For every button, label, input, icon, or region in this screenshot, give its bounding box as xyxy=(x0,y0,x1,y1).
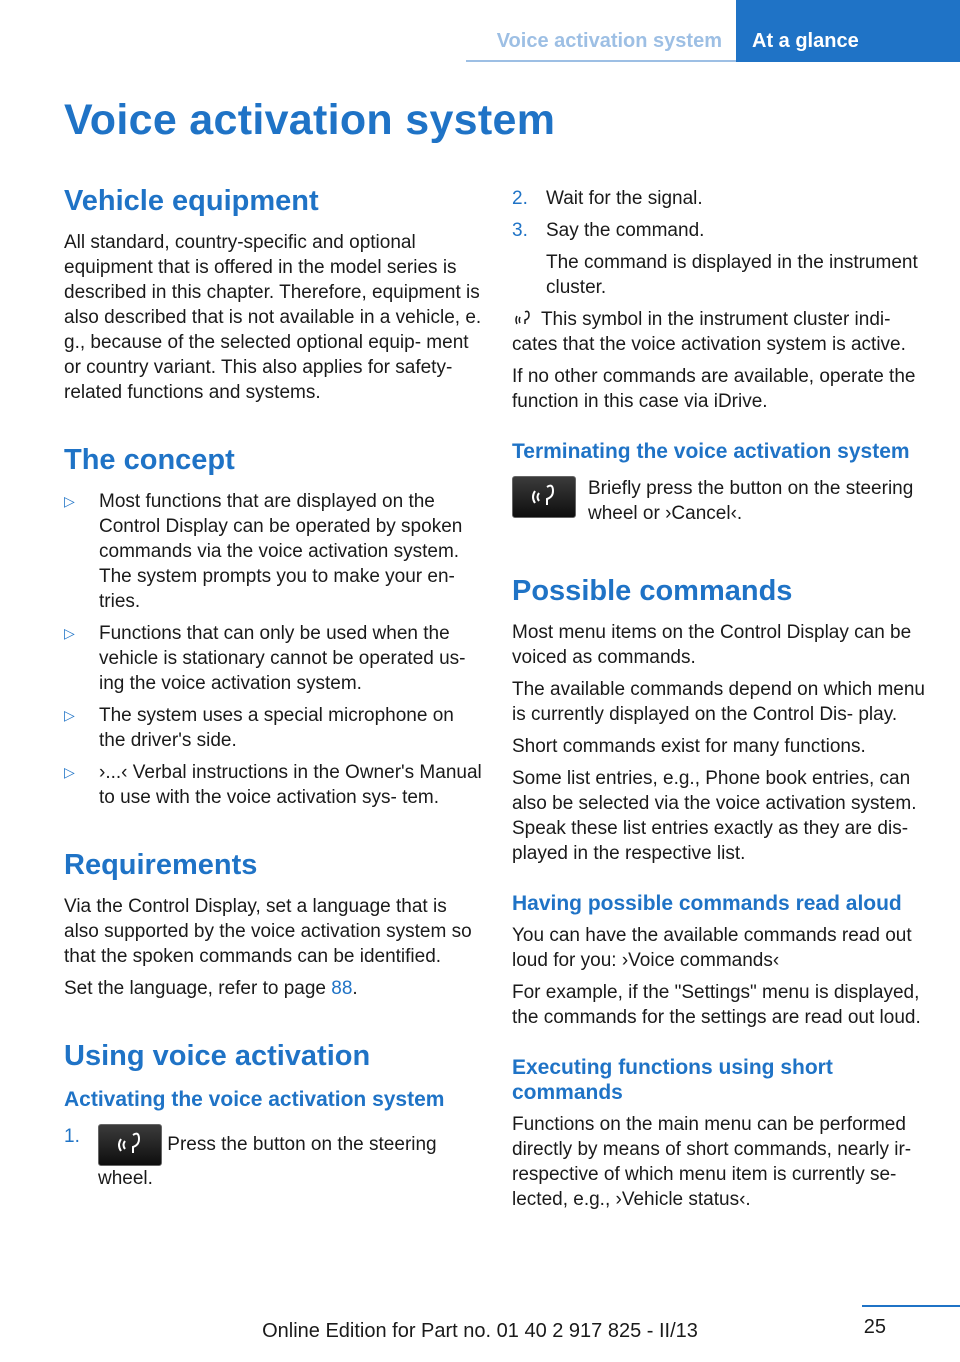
possible-commands-text-1: Most menu items on the Control Display can be voiced as commands. xyxy=(512,622,912,668)
voice-button-icon xyxy=(512,476,576,518)
requirements-text: Via the Control Display, set a language that is also supported by the voice activation system so that the spoken commands can be identified. xyxy=(64,896,472,967)
step-2-number: 2. xyxy=(512,188,528,209)
reference-prefix: Set the language, refer to page xyxy=(64,978,332,999)
header-chapter-title: At a glance xyxy=(752,30,859,52)
heading-possible-commands: Possible commands xyxy=(512,575,793,607)
right-column xyxy=(512,186,936,1212)
concept-list xyxy=(64,489,484,810)
symbol-text: This symbol in the instrument cluster indi- cates that the voice activation system is active. xyxy=(512,309,906,355)
heading-activating: Activating the voice activation system xyxy=(64,1088,445,1111)
heading-short-commands: Executing functions using short commands xyxy=(512,1056,833,1104)
page-88-link[interactable]: 88 xyxy=(331,978,353,999)
concept-item: ▷ The system uses a special microphone on the driver's side. xyxy=(64,703,484,753)
requirements-reference xyxy=(64,976,484,1001)
read-aloud-text-2: For example, if the "Settings" menu is displayed, the commands for the settings are read out loud. xyxy=(512,982,921,1028)
concept-item: ▷ Most functions that are displayed on the Control Display can be operated by spoken commands via the voice activation system. The system prompts you to make your en- tries. xyxy=(64,489,484,614)
activation-steps-continued xyxy=(512,186,936,300)
footer-rule xyxy=(862,1305,960,1307)
step-3-number: 3. xyxy=(512,220,528,241)
step-2 xyxy=(512,186,936,211)
page-header xyxy=(466,0,960,62)
step-2-text: Wait for the signal. xyxy=(546,188,703,209)
possible-commands-text-3: Short commands exist for many functions. xyxy=(512,736,866,757)
read-aloud-text-1: You can have the available commands read out loud for you: ›Voice commands‹ xyxy=(512,925,912,971)
step-3-detail: The command is displayed in the instrument cluster. xyxy=(546,252,918,298)
terminating-text: Briefly press the button on the steering wheel or ›Cancel‹. xyxy=(588,478,914,524)
header-section-title: Voice activation system xyxy=(496,30,722,52)
step-3 xyxy=(512,218,936,300)
voice-active-symbol-icon xyxy=(512,308,536,328)
heading-terminating: Terminating the voice activation system xyxy=(512,440,910,463)
concept-item: ▷ Functions that can only be used when the vehicle is stationary cannot be operated us- ing the voice activation system. xyxy=(64,621,484,696)
possible-commands-text-4: Some list entries, e.g., Phone book entries, can also be selected via the voice activation system. Speak these list entries exactly as they are dis- played in the respective list. xyxy=(512,768,917,864)
heading-vehicle-equipment: Vehicle equipment xyxy=(64,185,319,217)
edition-footer: Online Edition for Part no. 01 40 2 917 825 - II/13 xyxy=(262,1320,698,1342)
page-title: Voice activation system xyxy=(64,96,556,144)
voice-button-icon xyxy=(98,1124,162,1166)
heading-concept: The concept xyxy=(64,444,235,476)
terminating-row xyxy=(512,476,936,526)
heading-using-voice-activation: Using voice activation xyxy=(64,1040,371,1072)
vehicle-equipment-text: All standard, country-specific and optional equipment that is offered in the model series is described in this chapter. Therefore, equipment is also described that is not available in a vehicle, e. g., because of the selected optional equip- ment or country variant. This also applies for safety-related functions and systems. xyxy=(64,232,482,403)
header-chapter-tab xyxy=(736,0,960,62)
step-1-text: Press the button on the steering wheel. xyxy=(98,1134,437,1189)
left-column xyxy=(64,182,484,1191)
step-1 xyxy=(64,1124,484,1191)
reference-suffix: . xyxy=(352,978,358,999)
page-number: 25 xyxy=(863,1316,886,1338)
step-1-number: 1. xyxy=(64,1126,80,1147)
header-section xyxy=(466,0,736,62)
heading-requirements: Requirements xyxy=(64,849,258,881)
short-commands-text: Functions on the main menu can be performed directly by means of short commands, nearly ir- respective of which menu item is currently se- lected, e.g., ›Vehicle status‹. xyxy=(512,1114,912,1210)
possible-commands-text-2: The available commands depend on which menu is currently displayed on the Control Dis- play. xyxy=(512,679,925,725)
symbol-paragraph xyxy=(512,307,936,357)
step-3-text: Say the command. xyxy=(546,220,705,241)
activation-steps xyxy=(64,1124,484,1191)
concept-item: ▷ ›...‹ Verbal instructions in the Owner's Manual to use with the voice activation sys- tem. xyxy=(64,760,484,810)
no-commands-text: If no other commands are available, operate the function in this case via iDrive. xyxy=(512,366,916,412)
heading-read-aloud: Having possible commands read aloud xyxy=(512,892,902,915)
